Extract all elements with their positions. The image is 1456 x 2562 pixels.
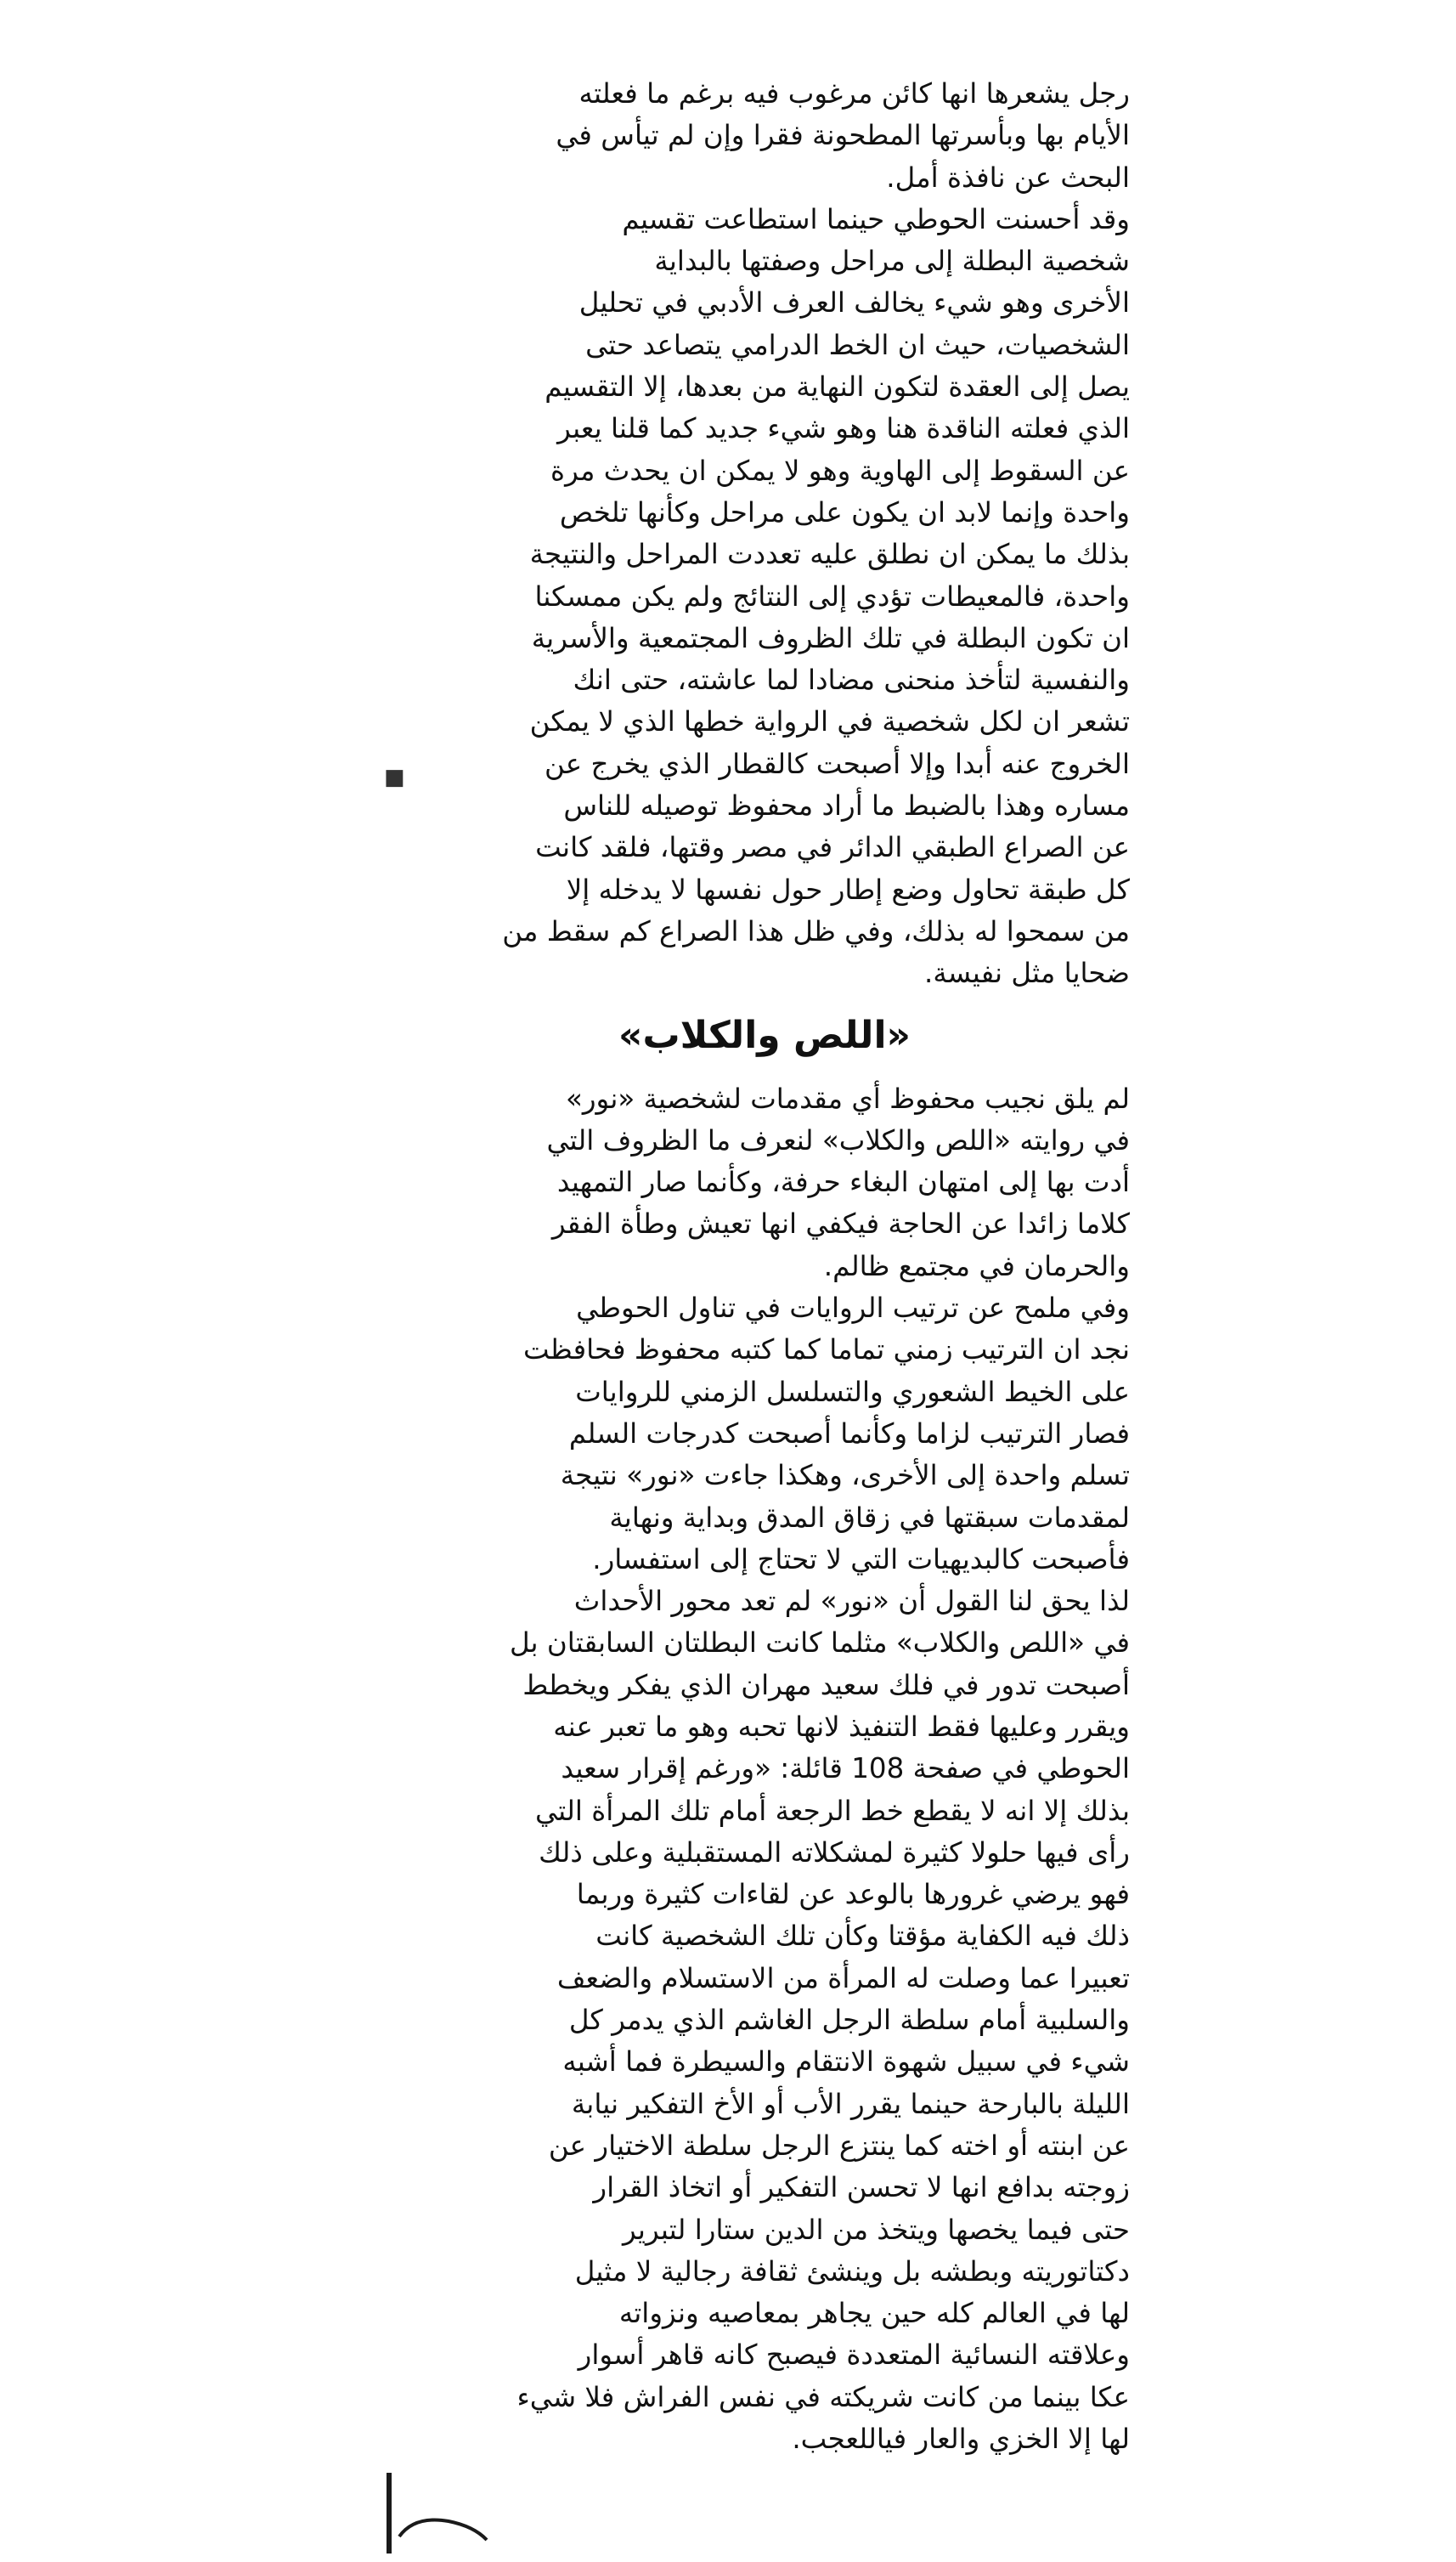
text-line: لمقدمات سبقتها في زقاق المدق وبداية ونهاية [609,1501,1130,1534]
text-line: ويقرر وعليها فقط التنفيذ لانها تحبه وهو ما تعبر عنه [553,1710,1130,1743]
text-line: في «اللص والكلاب» مثلما كانت البطلتان السابقتان بل [509,1626,1130,1660]
text-line: كل طبقة تحاول وضع إطار حول نفسها لا يدخله إلا [566,873,1130,906]
paragraph [399,1078,1130,1287]
text-line: لذا يحق لنا القول أن «نور» لم تعد محور الأحداث [573,1585,1130,1618]
text-line: فأصبحت كالبديهيات التي لا تحتاج إلى استفسار. [592,1542,1130,1575]
text-line: نجد ان الترتيب زمني تماما كما كتبه محفوظ فحافظت [523,1333,1130,1366]
text-line: شخصية البطلة إلى مراحل وصفتها بالبداية [654,245,1130,278]
text-line: من سمحوا له بذلك، وفي ظل هذا الصراع كم سقط من [502,914,1130,947]
text-line: على الخيط الشعوري والتسلسل الزمني للروايات [575,1375,1130,1408]
text-line: بذلك إلا انه لا يقطع خط الرجعة أمام تلك المرأة التي [535,1794,1130,1827]
text-line: الليلة بالبارحة حينما يقرر الأب أو الأخ التفكير نيابة [571,2087,1130,2120]
text-line: حتى فيما يخصها ويتخذ من الدين ستارا لتبرير [622,2213,1130,2246]
text-line: ان تكون البطلة في تلك الظروف المجتمعية والأسرية [531,621,1130,654]
text-line: رجل يشعرها انها كائن مرغوب فيه برغم ما فعلته [578,77,1130,110]
text-line: بذلك ما يمكن ان نطلق عليه تعددت المراحل والنتيجة [529,538,1130,571]
paragraph [399,1581,1130,2460]
text-line: كلاما زائدا عن الحاجة فيكفي انها تعيش وطأة الفقر [551,1207,1130,1241]
article-body-after-heading [399,1078,1130,2461]
text-line: تشعر ان لكل شخصية في الرواية خطها الذي لا يمكن [529,705,1130,738]
text-line: ضحايا مثل نفيسة. [924,957,1130,990]
scan-curve-mark [398,2511,491,2545]
text-line: الحوطي في صفحة 108 قائلة: «ورغم إقرار سعيد [561,1752,1130,1785]
text-line: رأى فيها حلولا كثيرة لمشكلاته المستقبلية وعلى ذلك [539,1835,1130,1869]
text-line: في روايته «اللص والكلاب» لنعرف ما الظروف التي [546,1123,1130,1157]
text-line: ذلك فيه الكفاية مؤقتا وكأن تلك الشخصية كانت [595,1920,1130,1953]
text-line: الأخرى وهو شيء يخالف العرف الأدبي في تحليل [578,286,1130,320]
text-line: مساره وهذا بالضبط ما أراد محفوظ توصيله للناس [563,789,1130,823]
text-line: واحدة، فالمعيطات تؤدي إلى النتائج ولم يكن ممسكنا [534,580,1130,613]
paragraph [399,199,1130,995]
text-line: تسلم واحدة إلى الأخرى، وهكذا جاءت «نور» نتيجة [560,1459,1130,1492]
scan-margin-mark [387,2473,392,2554]
text-line: الخروج عنه أبدا وإلا أصبحت كالقطار الذي يخرج عن [544,747,1130,780]
text-line: لها في العالم كله حين يجاهر بمعاصيه ونزواته [618,2297,1130,2330]
text-line: عن السقوط إلى الهاوية وهو لا يمكن ان يحدث مرة [550,454,1130,487]
scan-margin-mark: ■ [384,765,405,790]
paragraph [399,1287,1130,1581]
text-line: الأيام بها وبأسرتها المطحونة فقرا وإن لم تيأس في [556,119,1130,152]
article-column [399,73,1130,2460]
text-line: دكتاتوريته وبطشه بل وينشئ ثقافة رجالية لا مثيل [574,2254,1130,2288]
text-line: لم يلق نجيب محفوظ أي مقدمات لشخصية «نور» [565,1082,1130,1115]
text-line: أصبحت تدور في فلك سعيد مهران الذي يفكر ويخطط [522,1668,1130,1701]
text-line: يصل إلى العقدة لتكون النهاية من بعدها، إلا التقسيم [545,370,1130,404]
text-line: وعلاقته النسائية المتعددة فيصبح كانه قاهر أسوار [578,2339,1130,2372]
text-line: فهو يرضي غرورها بالوعد عن لقاءات كثيرة وربما [576,1878,1130,1911]
text-line: أدت بها إلى امتهان البغاء حرفة، وكأنما صار التمهيد [556,1166,1130,1199]
text-line: وقد أحسنت الحوطي حينما استطاعت تقسيم [622,202,1130,235]
text-line: عن الصراع الطبقي الدائر في مصر وقتها، فلقد كانت [535,831,1130,864]
text-line: الذي فعلته الناقدة هنا وهو شيء جديد كما قلنا يعبر [557,412,1130,445]
text-line: والحرمان في مجتمع ظالم. [823,1249,1130,1282]
text-line: الشخصيات، حيث ان الخط الدرامي يتصاعد حتى [585,328,1130,361]
text-line: وفي ملمح عن ترتيب الروايات في تناول الحوطي [576,1292,1130,1325]
text-line: فصار الترتيب لزاما وكأنما أصبحت كدرجات السلم [568,1417,1130,1450]
text-line: البحث عن نافذة أمل. [886,161,1130,194]
paragraph [399,73,1130,199]
text-line: والنفسية لتأخذ منحنى مضادا لما عاشته، حتى انك [573,664,1130,697]
text-line: تعبيرا عما وصلت له المرأة من الاستسلام والضعف [556,1961,1130,1994]
text-line: عن ابنته أو اخته كما ينتزع الرجل سلطة الاختيار عن [548,2129,1130,2162]
section-heading: «اللص والكلاب» [618,1013,911,1057]
text-line: عكا بينما من كانت شريكته في نفس الفراش فلا شيء [516,2380,1130,2413]
article-body-before-heading [399,73,1130,995]
text-line: زوجته بدافع انها لا تحسن التفكير أو اتخاذ القرار [593,2171,1130,2204]
text-line: لها إلا الخزي والعار فياللعجب. [792,2423,1130,2456]
text-line: واحدة وإنما لابد ان يكون على مراحل وكأنها تلخص [559,495,1130,529]
text-line: شيء في سبيل شهوة الانتقام والسيطرة فما أشبه [562,2045,1130,2078]
text-line: والسلبية أمام سلطة الرجل الغاشم الذي يدمر كل [568,2004,1130,2037]
